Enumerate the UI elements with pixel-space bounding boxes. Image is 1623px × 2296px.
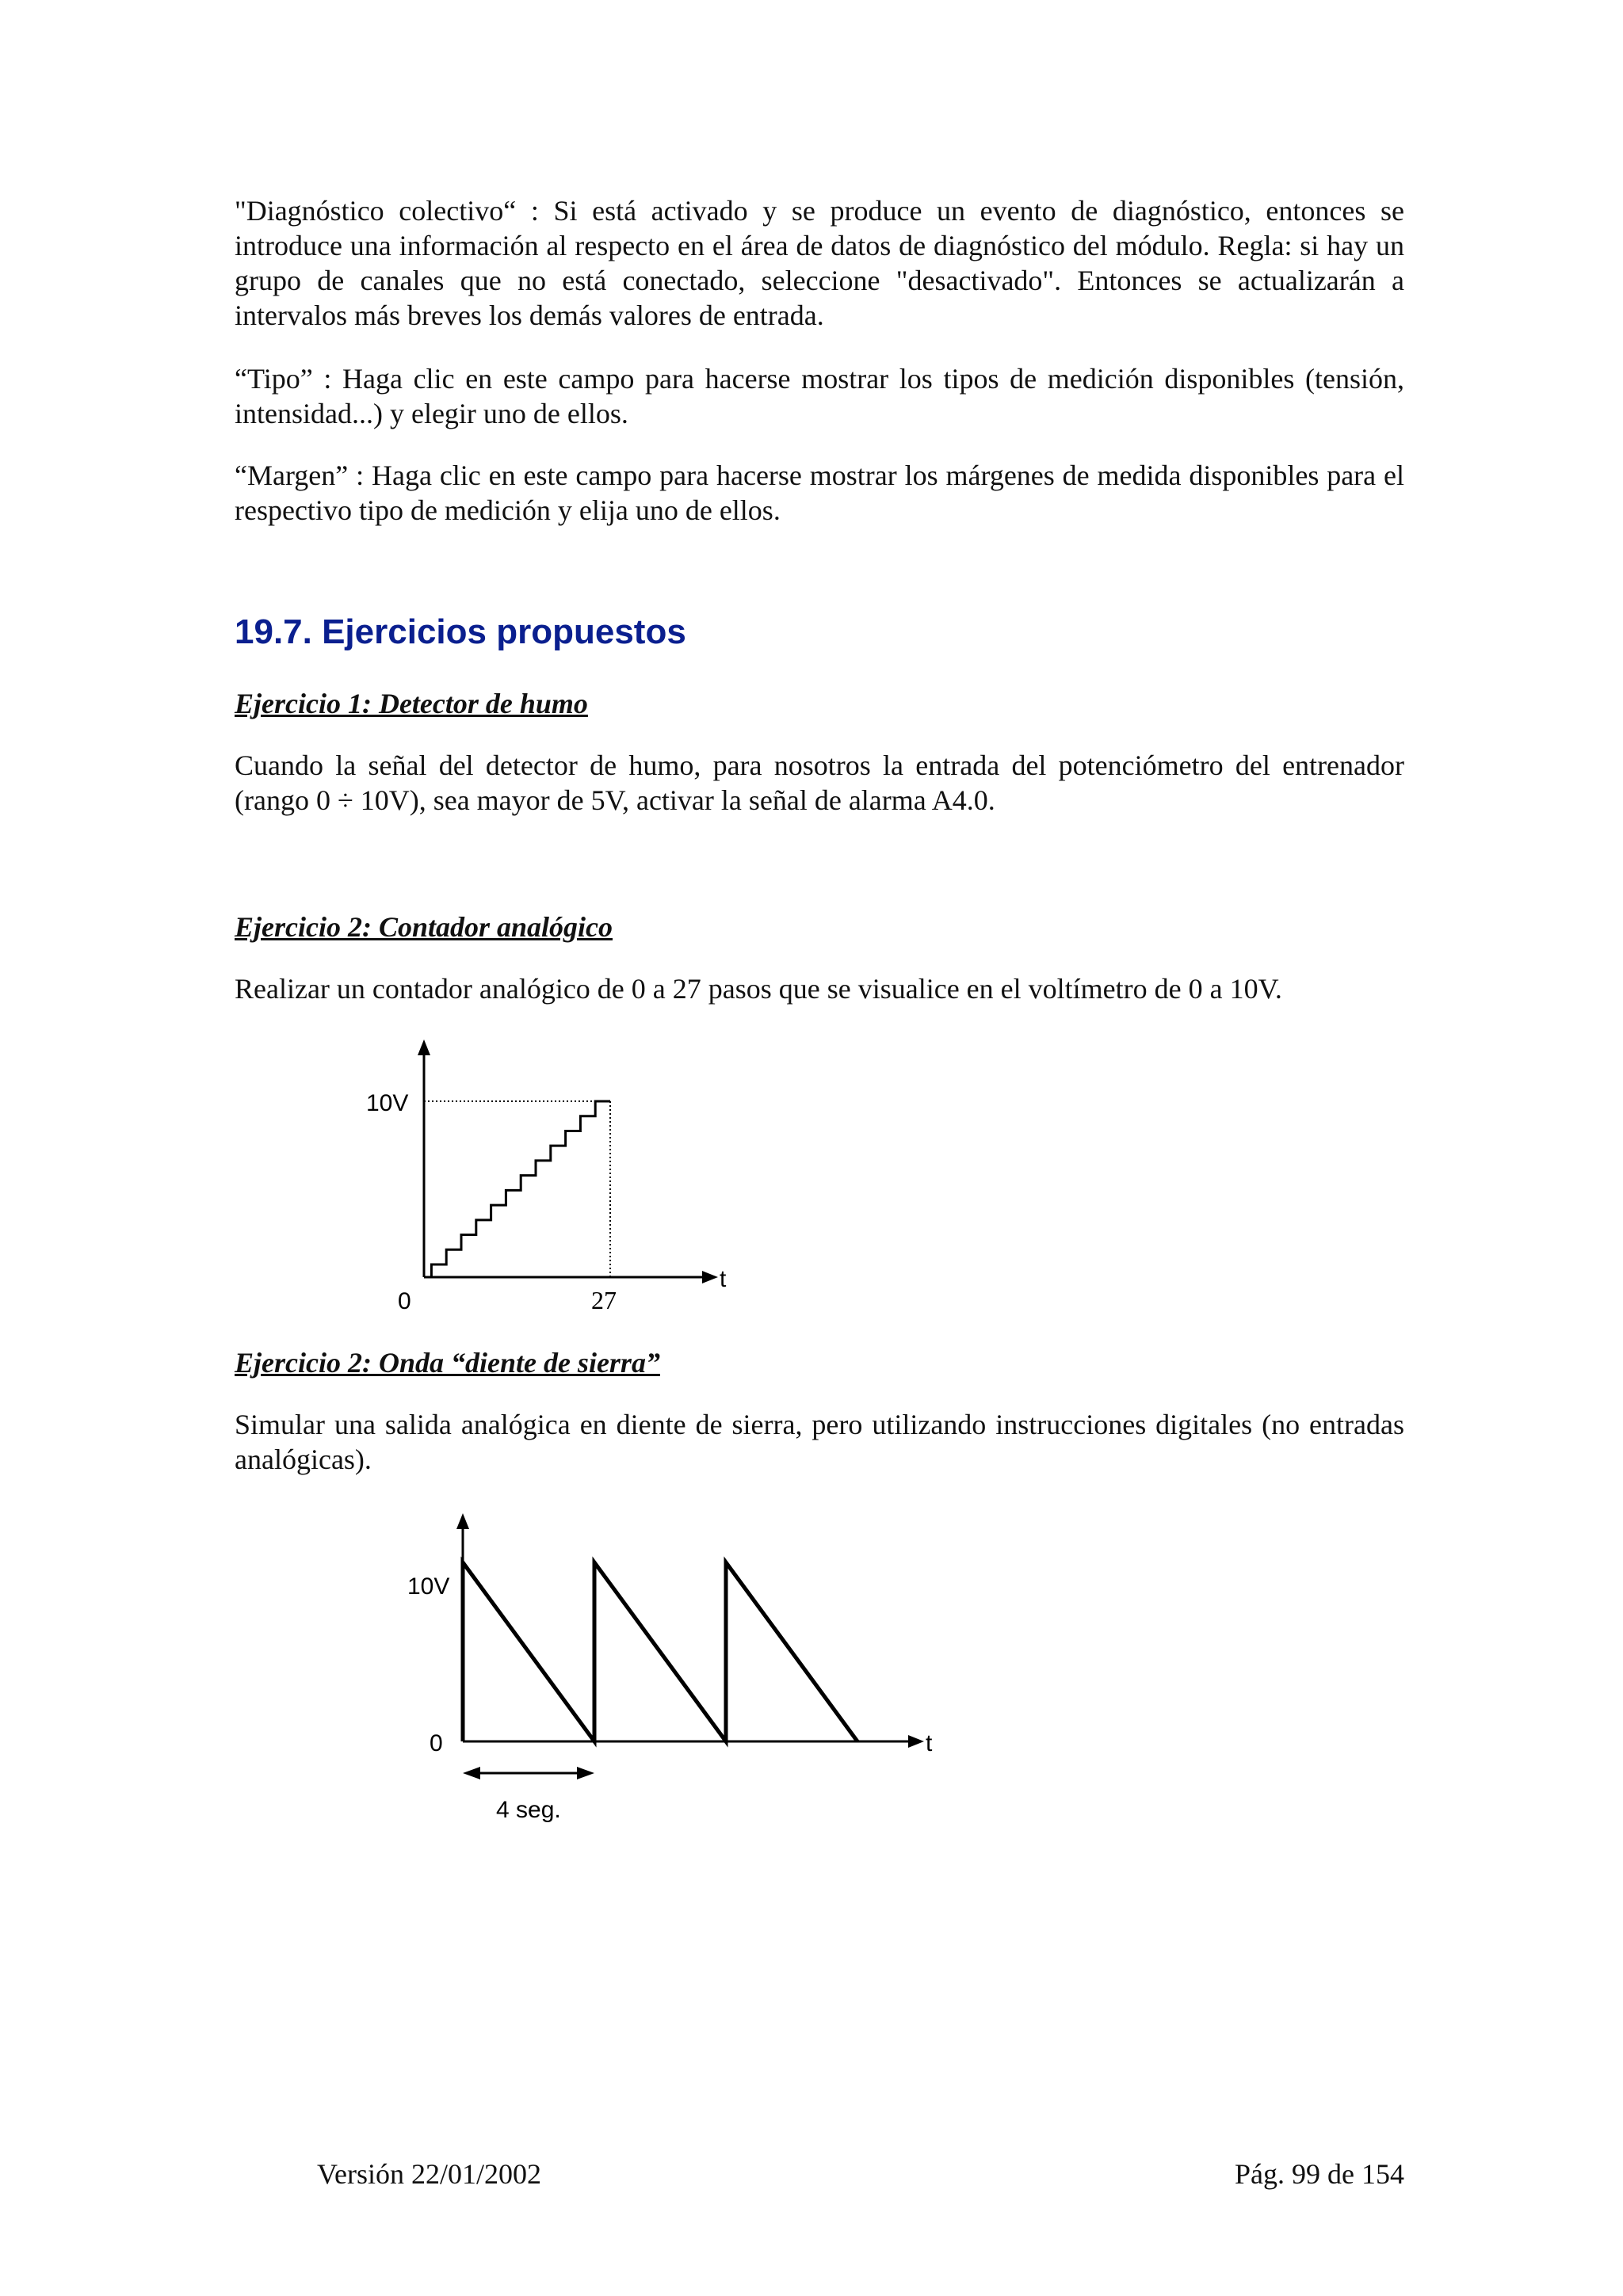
sawtooth-label-origin: 0 [430,1730,443,1756]
staircase-label-10v: 10V [366,1090,409,1116]
exercise-2-text: Realizar un contador analógico de 0 a 27 pasos que se visualice en el voltímetro de 0 a 10V. [235,973,1282,1005]
exercise-1-title: Ejercicio 1: Detector de humo [235,688,588,719]
exercise-3-text: Simular una salida analógica en diente de sierra, pero utilizando instrucciones digitales (no entradas analógicas). [235,1409,1404,1475]
paragraph-tipo: “Tipo” : Haga clic en este campo para hacerse mostrar los tipos de medición disponibles (tensión, intensidad...) y elegir uno de ellos. [235,363,1404,429]
sawtooth-label-10v: 10V [407,1573,450,1600]
staircase-signal [424,1101,610,1277]
footer-version: Versión 22/01/2002 [317,2158,541,2190]
sawtooth-label-t: t [926,1730,933,1756]
staircase-diagram [349,1030,761,1331]
exercise-2-title: Ejercicio 2: Contador analógico [235,911,613,943]
sawtooth-signal [463,1562,857,1741]
staircase-label-origin: 0 [398,1288,411,1314]
staircase-label-27: 27 [591,1286,617,1314]
staircase-x-arrow [702,1271,718,1283]
footer-page-number: Pág. 99 de 154 [1235,2158,1404,2190]
paragraph-margen: “Margen” : Haga clic en este campo para hacerse mostrar los márgenes de medida disponibles para el respectivo tipo de medición y elija uno de ellos. [235,460,1404,526]
sawtooth-diagram [380,1497,983,1838]
staircase-label-t: t [720,1266,727,1292]
sawtooth-x-arrow [908,1735,924,1748]
exercise-1-text: Cuando la señal del detector de humo, para nosotros la entrada del potenciómetro del entrenador (rango 0 ÷ 10V), sea mayor de 5V, activar la señal de alarma A4.0. [235,749,1404,816]
exercise-3-title: Ejercicio 2: Onda “diente de sierra” [235,1347,660,1379]
section-heading: 19.7. Ejercicios propuestos [235,612,686,651]
paragraph-diagnostico-colectivo: "Diagnóstico colectivo“ : Si está activado y se produce un evento de diagnóstico, entonces se introduce una información al respecto en el área de datos de diagnóstico del módulo. Regla: si hay un grupo de canales que no está conectado, seleccione "desactivado". Entonces se actualizarán a intervalos más breves los demás valores de entrada. [235,195,1404,331]
period-arrow-left [463,1767,480,1779]
period-arrow-right [577,1767,594,1779]
staircase-y-arrow [418,1039,430,1055]
sawtooth-period-label: 4 seg. [496,1797,561,1823]
sawtooth-y-arrow [456,1513,469,1529]
